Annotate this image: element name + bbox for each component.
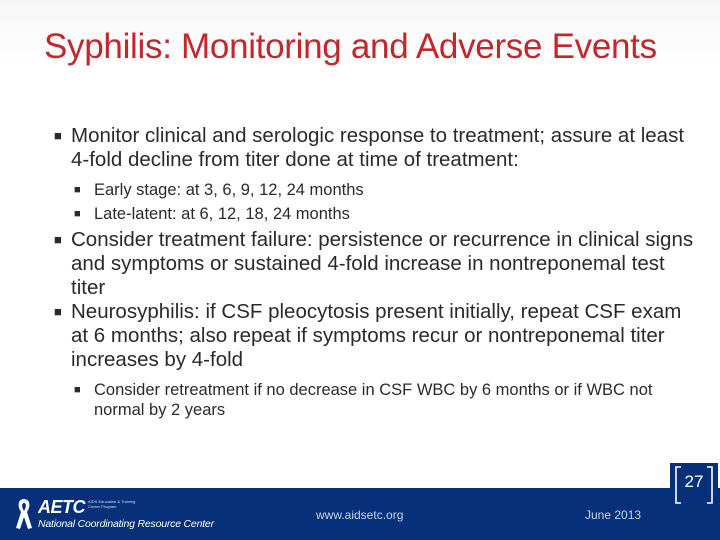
bullet-text: Neurosyphilis: if CSF pleocytosis present initially, repeat CSF exam at 6 months; also repeat if symptoms recur or nontreponemal titer increases by 4-fold <box>71 300 682 371</box>
sub-bullet-item <box>74 180 694 200</box>
sub-bullet-item <box>74 380 694 420</box>
bullet-item <box>54 228 694 300</box>
bullet-item <box>54 300 694 372</box>
bullet-text: Monitor clinical and serologic response to treatment; assure at least 4-fold decline from titer done at time of treatment: <box>71 124 685 171</box>
logo-subtitle: National Coordinating Resource Center <box>38 518 214 530</box>
square-bullet-icon: ■ <box>74 384 81 396</box>
sub-bullet-text: Early stage: at 3, 6, 9, 12, 24 months <box>94 181 364 199</box>
logo-name: AETC <box>38 497 85 517</box>
footer-date: June 2013 <box>585 508 642 522</box>
sub-bullet-item <box>74 204 694 224</box>
square-bullet-icon: ■ <box>54 304 62 319</box>
footer-bar <box>0 488 720 540</box>
square-bullet-icon: ■ <box>54 232 62 247</box>
page-number-box <box>670 463 718 507</box>
bullet-list <box>54 124 694 420</box>
sub-bullet-text: Late-latent: at 6, 12, 18, 24 months <box>94 205 350 223</box>
square-bullet-icon: ■ <box>74 184 81 196</box>
square-bullet-icon: ■ <box>74 208 81 220</box>
square-bullet-icon: ■ <box>54 128 62 143</box>
aetc-logo <box>12 496 242 532</box>
logo-tagline: AIDS Education & Training Center Program <box>88 499 136 509</box>
page-number: 27 <box>684 472 704 491</box>
awareness-ribbon-icon <box>12 496 36 532</box>
bullet-text: Consider treatment failure: persistence or recurrence in clinical signs and symptoms or sustained 4-fold increase in nontreponemal test titer <box>71 228 694 299</box>
bullet-item <box>54 124 694 172</box>
footer-url[interactable]: www.aidsetc.org <box>316 508 404 522</box>
slide-title: Syphilis: Monitoring and Adverse Events <box>44 27 657 66</box>
sub-bullet-text: Consider retreatment if no decrease in CSF WBC by 6 months or if WBC not normal by 2 years <box>94 381 653 419</box>
